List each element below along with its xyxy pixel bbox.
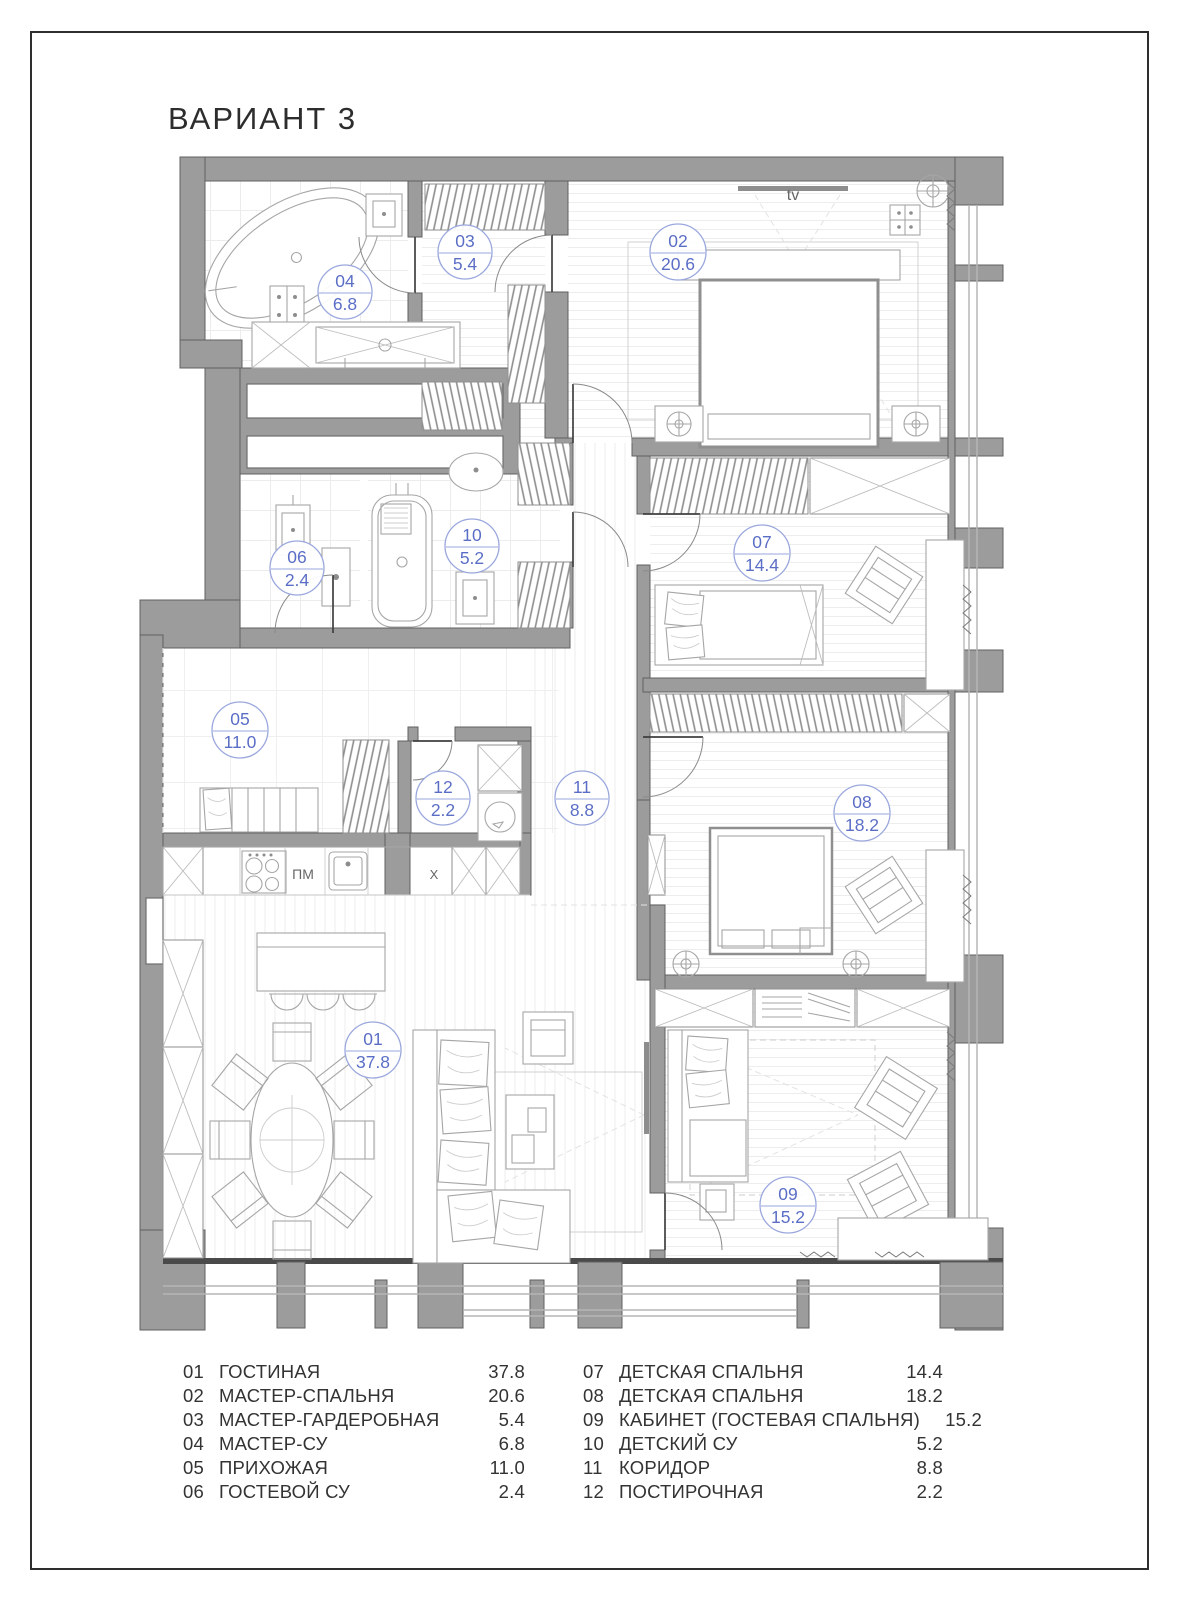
closet-kitchen-left	[163, 847, 203, 895]
legend-row: 06 ГОСТЕВОЙ СУ 2.4	[183, 1481, 525, 1502]
legend-column-right	[583, 1360, 982, 1504]
svg-text:01: 01	[363, 1029, 383, 1049]
svg-text:04: 04	[335, 271, 355, 291]
closet-kitchen-r1	[452, 847, 486, 895]
lamp-08-left	[673, 951, 699, 977]
nightstand-left-02	[655, 406, 703, 442]
room-label-10	[445, 519, 499, 573]
shoe-rack-09	[755, 989, 855, 1027]
legend-row: 05 ПРИХОЖАЯ 11.0	[183, 1457, 525, 1478]
svg-text:20.6: 20.6	[660, 254, 696, 274]
svg-text:14.4: 14.4	[744, 555, 780, 575]
bed-02	[678, 250, 900, 447]
legend-row: 07 ДЕТСКАЯ СПАЛЬНЯ 14.4	[583, 1361, 943, 1382]
desk-08	[926, 850, 964, 982]
room-label-12	[416, 771, 470, 825]
svg-text:11.0: 11.0	[223, 732, 257, 752]
room-label-09	[760, 1177, 816, 1233]
svg-text:11: 11	[572, 777, 592, 797]
svg-text:03: 03	[455, 231, 475, 251]
svg-text:08: 08	[852, 792, 872, 812]
vanity-04	[252, 322, 460, 368]
room-label-07	[734, 525, 790, 581]
svg-text:5.4: 5.4	[452, 254, 478, 274]
toilet-04	[366, 194, 402, 236]
nightstand-right-02	[892, 406, 940, 442]
legend-row: 02 МАСТЕР-СПАЛЬНЯ 20.6	[183, 1385, 525, 1406]
closet-09-left	[655, 989, 753, 1027]
bathtub-10	[372, 483, 432, 627]
bed-07	[655, 585, 823, 665]
closet-kitchen-r2	[486, 847, 520, 895]
svg-text:05: 05	[230, 709, 250, 729]
wardrobe-08	[650, 694, 902, 732]
cabinet-grid-02	[890, 205, 920, 235]
svg-text:18.2: 18.2	[844, 815, 880, 835]
room-label-04	[318, 265, 372, 319]
niche-corridor-east	[648, 835, 665, 895]
closet-12-top	[478, 745, 522, 791]
room-label-02	[650, 224, 706, 280]
svg-text:09: 09	[778, 1184, 798, 1204]
legend-row: 08 ДЕТСКАЯ СПАЛЬНЯ 18.2	[583, 1385, 943, 1406]
hood-annotation: X	[429, 867, 439, 882]
svg-text:15.2: 15.2	[770, 1207, 806, 1227]
legend-row: 04 МАСТЕР-СУ 6.8	[183, 1433, 525, 1454]
svg-text:12: 12	[433, 777, 453, 797]
svg-text:37.8: 37.8	[355, 1052, 391, 1072]
basin-10	[449, 453, 503, 491]
room-label-08	[834, 785, 890, 841]
svg-text:06: 06	[287, 547, 307, 567]
legend-row: 12 ПОСТИРОЧНАЯ 2.2	[583, 1481, 943, 1502]
legend-row: 11 КОРИДОР 8.8	[583, 1457, 943, 1478]
coffee-table-01	[506, 1095, 554, 1169]
room-label-01	[345, 1022, 401, 1078]
wardrobe-03-side	[508, 285, 545, 403]
legend-row: 09 КАБИНЕТ (ГОСТЕВАЯ СПАЛЬНЯ) 15.2	[583, 1409, 982, 1430]
room-label-11	[555, 771, 609, 825]
basin-06	[322, 548, 350, 606]
closet-hall	[343, 740, 389, 833]
svg-text:2.4: 2.4	[284, 570, 310, 590]
wardrobe-03-top	[425, 184, 545, 230]
closet-corridor-top	[518, 443, 570, 505]
page-title: ВАРИАНТ 3	[168, 101, 358, 136]
washing-machine	[478, 793, 522, 841]
room-label-03	[438, 225, 492, 279]
sink	[329, 852, 367, 890]
dining-table-01	[251, 1063, 333, 1217]
legend-row: 03 МАСТЕР-ГАРДЕРОБНАЯ 5.4	[183, 1409, 525, 1430]
svg-text:07: 07	[752, 532, 772, 552]
svg-text:10: 10	[462, 525, 482, 545]
svg-text:6.8: 6.8	[332, 294, 358, 314]
legend-column-left	[183, 1360, 525, 1504]
desk-07	[926, 540, 964, 690]
legend-row: 01 ГОСТИНАЯ 37.8	[183, 1361, 525, 1382]
ceiling-symbol	[917, 175, 949, 207]
closet-09-right	[857, 989, 950, 1027]
room-label-05	[212, 702, 268, 758]
tv-wall-01	[644, 1042, 649, 1134]
tv-annotation: tv	[786, 187, 800, 204]
wardrobe-07	[650, 458, 808, 514]
svg-text:8.8: 8.8	[569, 800, 595, 820]
wardrobe-01-left	[163, 940, 203, 1258]
bed-08	[710, 828, 832, 954]
bench-05	[200, 788, 318, 832]
legend-row: 10 ДЕТСКИЙ СУ 5.2	[583, 1433, 943, 1454]
closet-corridor-bottom	[518, 562, 570, 628]
svg-text:2.2: 2.2	[430, 800, 456, 820]
toilet-10	[456, 572, 494, 624]
armchair-01	[523, 1012, 573, 1064]
lamp-08-right	[843, 951, 869, 977]
closet-07-right	[810, 458, 950, 514]
dishwasher-annotation: ПМ	[292, 866, 314, 882]
svg-text:02: 02	[668, 231, 688, 251]
closet-0708-right	[904, 694, 950, 732]
svg-text:5.2: 5.2	[459, 548, 485, 568]
room-label-06	[270, 541, 324, 595]
console-09	[838, 1218, 988, 1260]
wardrobe-03-bottom	[422, 382, 502, 430]
stove	[242, 851, 286, 893]
